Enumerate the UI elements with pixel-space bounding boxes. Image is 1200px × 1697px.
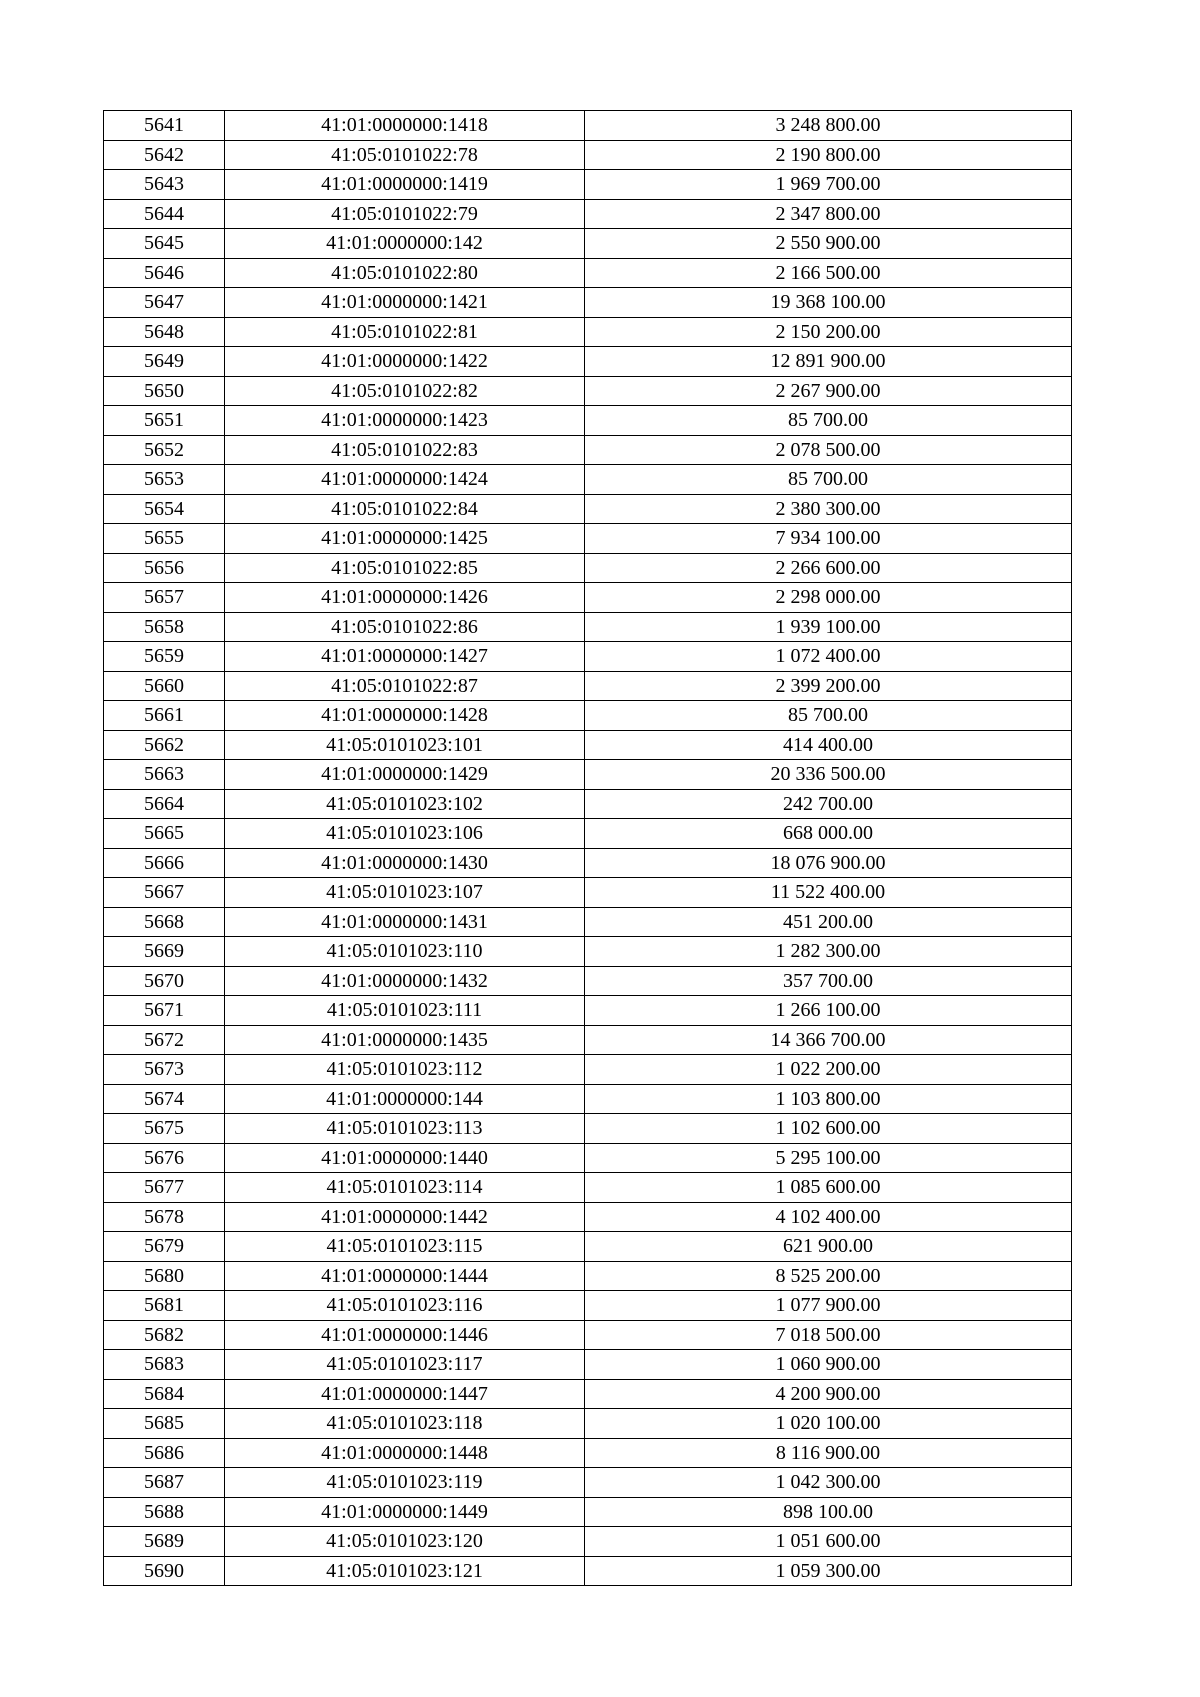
row-number-cell: 5660 [104,671,225,701]
row-number-cell: 5678 [104,1202,225,1232]
cadastral-value-cell: 1 022 200.00 [585,1055,1072,1085]
cadastral-number-cell: 41:01:0000000:1444 [225,1261,585,1291]
cadastral-value-cell: 1 939 100.00 [585,612,1072,642]
row-number-cell: 5675 [104,1114,225,1144]
cadastral-number-cell: 41:01:0000000:1448 [225,1438,585,1468]
table-row [104,1320,1072,1350]
row-number-cell: 5679 [104,1232,225,1262]
table-row [104,878,1072,908]
table-row [104,170,1072,200]
cadastral-number-cell: 41:01:0000000:1440 [225,1143,585,1173]
cadastral-value-cell: 12 891 900.00 [585,347,1072,377]
cadastral-value-cell: 8 525 200.00 [585,1261,1072,1291]
cadastral-value-cell: 1 969 700.00 [585,170,1072,200]
cadastral-number-cell: 41:05:0101023:116 [225,1291,585,1321]
cadastral-number-cell: 41:01:0000000:1431 [225,907,585,937]
table-row [104,1556,1072,1586]
table-row [104,583,1072,613]
row-number-cell: 5644 [104,199,225,229]
table-row [104,1379,1072,1409]
cadastral-value-cell: 2 266 600.00 [585,553,1072,583]
row-number-cell: 5649 [104,347,225,377]
cadastral-number-cell: 41:05:0101023:118 [225,1409,585,1439]
table-row [104,1025,1072,1055]
table-row [104,996,1072,1026]
table-row [104,1497,1072,1527]
cadastral-value-cell: 4 200 900.00 [585,1379,1072,1409]
cadastral-number-cell: 41:01:0000000:1429 [225,760,585,790]
row-number-cell: 5672 [104,1025,225,1055]
cadastral-number-cell: 41:01:0000000:1442 [225,1202,585,1232]
table-row [104,966,1072,996]
cadastral-value-cell: 1 282 300.00 [585,937,1072,967]
row-number-cell: 5671 [104,996,225,1026]
cadastral-number-cell: 41:05:0101022:83 [225,435,585,465]
cadastral-number-cell: 41:01:0000000:1424 [225,465,585,495]
row-number-cell: 5689 [104,1527,225,1557]
table-row [104,406,1072,436]
cadastral-value-cell: 1 102 600.00 [585,1114,1072,1144]
row-number-cell: 5666 [104,848,225,878]
cadastral-value-cell: 1 077 900.00 [585,1291,1072,1321]
cadastral-value-cell: 2 347 800.00 [585,199,1072,229]
cadastral-number-cell: 41:01:0000000:1425 [225,524,585,554]
cadastral-value-cell: 1 103 800.00 [585,1084,1072,1114]
row-number-cell: 5650 [104,376,225,406]
cadastral-value-cell: 1 085 600.00 [585,1173,1072,1203]
cadastral-value-cell: 1 042 300.00 [585,1468,1072,1498]
table-row [104,1143,1072,1173]
cadastral-value-cell: 20 336 500.00 [585,760,1072,790]
row-number-cell: 5652 [104,435,225,465]
row-number-cell: 5680 [104,1261,225,1291]
cadastral-number-cell: 41:05:0101022:87 [225,671,585,701]
cadastral-number-cell: 41:05:0101023:115 [225,1232,585,1262]
cadastral-number-cell: 41:01:0000000:1432 [225,966,585,996]
row-number-cell: 5651 [104,406,225,436]
cadastral-number-cell: 41:05:0101022:80 [225,258,585,288]
cadastral-number-cell: 41:05:0101023:113 [225,1114,585,1144]
cadastral-value-cell: 898 100.00 [585,1497,1072,1527]
cadastral-number-cell: 41:01:0000000:1423 [225,406,585,436]
table-row [104,1055,1072,1085]
cadastral-value-cell: 4 102 400.00 [585,1202,1072,1232]
cadastral-number-cell: 41:05:0101023:114 [225,1173,585,1203]
table-row [104,760,1072,790]
cadastral-number-cell: 41:05:0101023:121 [225,1556,585,1586]
table-row [104,701,1072,731]
cadastral-number-cell: 41:01:0000000:142 [225,229,585,259]
table-row [104,111,1072,141]
table-row [104,199,1072,229]
table-row [104,317,1072,347]
table-row [104,1084,1072,1114]
table-row [104,1527,1072,1557]
table-row [104,789,1072,819]
row-number-cell: 5677 [104,1173,225,1203]
table-row [104,1114,1072,1144]
cadastral-number-cell: 41:05:0101023:110 [225,937,585,967]
cadastral-number-cell: 41:05:0101023:117 [225,1350,585,1380]
row-number-cell: 5687 [104,1468,225,1498]
cadastral-number-cell: 41:05:0101022:81 [225,317,585,347]
cadastral-value-cell: 1 060 900.00 [585,1350,1072,1380]
table-row [104,1409,1072,1439]
cadastral-value-cell: 1 266 100.00 [585,996,1072,1026]
row-number-cell: 5653 [104,465,225,495]
table-row [104,465,1072,495]
cadastral-value-cell: 621 900.00 [585,1232,1072,1262]
row-number-cell: 5657 [104,583,225,613]
cadastral-number-cell: 41:01:0000000:1430 [225,848,585,878]
cadastral-value-table [103,110,1072,1586]
cadastral-number-cell: 41:01:0000000:144 [225,1084,585,1114]
cadastral-value-cell: 2 166 500.00 [585,258,1072,288]
cadastral-value-cell: 414 400.00 [585,730,1072,760]
table-row [104,1202,1072,1232]
cadastral-value-cell: 2 550 900.00 [585,229,1072,259]
row-number-cell: 5665 [104,819,225,849]
cadastral-number-cell: 41:05:0101022:82 [225,376,585,406]
cadastral-number-cell: 41:05:0101023:112 [225,1055,585,1085]
cadastral-value-cell: 7 018 500.00 [585,1320,1072,1350]
cadastral-number-cell: 41:05:0101023:111 [225,996,585,1026]
cadastral-value-cell: 2 298 000.00 [585,583,1072,613]
table-row [104,376,1072,406]
row-number-cell: 5658 [104,612,225,642]
row-number-cell: 5647 [104,288,225,318]
row-number-cell: 5664 [104,789,225,819]
cadastral-value-cell: 2 399 200.00 [585,671,1072,701]
cadastral-value-cell: 2 150 200.00 [585,317,1072,347]
table-row [104,229,1072,259]
cadastral-number-cell: 41:05:0101023:106 [225,819,585,849]
cadastral-value-cell: 2 380 300.00 [585,494,1072,524]
row-number-cell: 5654 [104,494,225,524]
cadastral-number-cell: 41:01:0000000:1419 [225,170,585,200]
cadastral-value-cell: 1 072 400.00 [585,642,1072,672]
table-row [104,848,1072,878]
cadastral-value-cell: 11 522 400.00 [585,878,1072,908]
row-number-cell: 5668 [104,907,225,937]
row-number-cell: 5655 [104,524,225,554]
cadastral-value-cell: 3 248 800.00 [585,111,1072,141]
row-number-cell: 5683 [104,1350,225,1380]
cadastral-number-cell: 41:01:0000000:1422 [225,347,585,377]
row-number-cell: 5659 [104,642,225,672]
cadastral-number-cell: 41:01:0000000:1446 [225,1320,585,1350]
row-number-cell: 5676 [104,1143,225,1173]
table-row [104,1232,1072,1262]
table-row [104,553,1072,583]
table-row [104,140,1072,170]
cadastral-number-cell: 41:01:0000000:1427 [225,642,585,672]
cadastral-number-cell: 41:01:0000000:1435 [225,1025,585,1055]
cadastral-number-cell: 41:05:0101023:120 [225,1527,585,1557]
cadastral-value-cell: 7 934 100.00 [585,524,1072,554]
table-row [104,1438,1072,1468]
row-number-cell: 5646 [104,258,225,288]
row-number-cell: 5670 [104,966,225,996]
row-number-cell: 5662 [104,730,225,760]
row-number-cell: 5641 [104,111,225,141]
cadastral-number-cell: 41:05:0101022:86 [225,612,585,642]
cadastral-number-cell: 41:05:0101022:78 [225,140,585,170]
cadastral-number-cell: 41:01:0000000:1426 [225,583,585,613]
cadastral-value-cell: 2 190 800.00 [585,140,1072,170]
cadastral-value-cell: 5 295 100.00 [585,1143,1072,1173]
table-row [104,1350,1072,1380]
row-number-cell: 5645 [104,229,225,259]
cadastral-value-cell: 2 267 900.00 [585,376,1072,406]
cadastral-value-cell: 1 059 300.00 [585,1556,1072,1586]
cadastral-number-cell: 41:05:0101023:119 [225,1468,585,1498]
row-number-cell: 5684 [104,1379,225,1409]
table-row [104,435,1072,465]
table-row [104,524,1072,554]
table-row [104,288,1072,318]
cadastral-number-cell: 41:01:0000000:1418 [225,111,585,141]
cadastral-value-cell: 18 076 900.00 [585,848,1072,878]
cadastral-value-cell: 85 700.00 [585,406,1072,436]
cadastral-value-cell: 668 000.00 [585,819,1072,849]
cadastral-value-cell: 1 051 600.00 [585,1527,1072,1557]
cadastral-value-cell: 357 700.00 [585,966,1072,996]
cadastral-value-cell: 242 700.00 [585,789,1072,819]
cadastral-number-cell: 41:05:0101023:107 [225,878,585,908]
table-row [104,671,1072,701]
row-number-cell: 5642 [104,140,225,170]
table-row [104,347,1072,377]
cadastral-number-cell: 41:05:0101022:85 [225,553,585,583]
table-row [104,907,1072,937]
row-number-cell: 5674 [104,1084,225,1114]
cadastral-value-cell: 8 116 900.00 [585,1438,1072,1468]
cadastral-value-cell: 451 200.00 [585,907,1072,937]
row-number-cell: 5682 [104,1320,225,1350]
row-number-cell: 5648 [104,317,225,347]
table-row [104,1173,1072,1203]
row-number-cell: 5681 [104,1291,225,1321]
row-number-cell: 5643 [104,170,225,200]
cadastral-number-cell: 41:01:0000000:1449 [225,1497,585,1527]
row-number-cell: 5663 [104,760,225,790]
cadastral-number-cell: 41:05:0101023:101 [225,730,585,760]
table-row [104,937,1072,967]
row-number-cell: 5690 [104,1556,225,1586]
table-row [104,612,1072,642]
cadastral-number-cell: 41:01:0000000:1428 [225,701,585,731]
table-body [104,111,1072,1586]
table-row [104,258,1072,288]
cadastral-value-cell: 2 078 500.00 [585,435,1072,465]
cadastral-number-cell: 41:05:0101023:102 [225,789,585,819]
cadastral-value-cell: 85 700.00 [585,465,1072,495]
cadastral-value-cell: 1 020 100.00 [585,1409,1072,1439]
cadastral-value-cell: 14 366 700.00 [585,1025,1072,1055]
cadastral-number-cell: 41:01:0000000:1421 [225,288,585,318]
table-row [104,494,1072,524]
cadastral-value-cell: 85 700.00 [585,701,1072,731]
table-row [104,1468,1072,1498]
table-row [104,1291,1072,1321]
table-row [104,819,1072,849]
table-row [104,1261,1072,1291]
table-row [104,642,1072,672]
cadastral-number-cell: 41:05:0101022:79 [225,199,585,229]
cadastral-value-cell: 19 368 100.00 [585,288,1072,318]
row-number-cell: 5656 [104,553,225,583]
row-number-cell: 5685 [104,1409,225,1439]
row-number-cell: 5669 [104,937,225,967]
table-row [104,730,1072,760]
row-number-cell: 5688 [104,1497,225,1527]
row-number-cell: 5686 [104,1438,225,1468]
cadastral-number-cell: 41:01:0000000:1447 [225,1379,585,1409]
row-number-cell: 5673 [104,1055,225,1085]
cadastral-number-cell: 41:05:0101022:84 [225,494,585,524]
row-number-cell: 5667 [104,878,225,908]
row-number-cell: 5661 [104,701,225,731]
